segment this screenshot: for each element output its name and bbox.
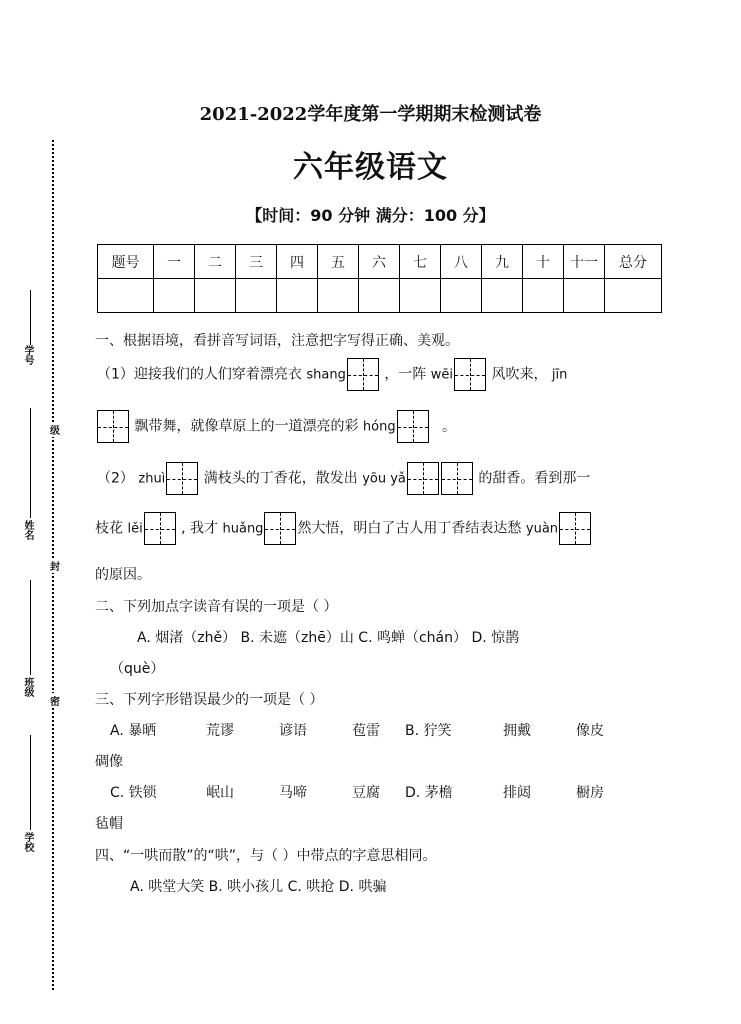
q2-options-wrap: （què） — [110, 661, 165, 677]
tianzige-box[interactable] — [97, 410, 129, 443]
score-header-cell: 二 — [195, 245, 236, 279]
q3-option-b-wrap: 碉像 — [95, 754, 123, 770]
q1-text: 然大悟，明白了古人用丁香结表达愁 — [297, 520, 522, 537]
tianzige-box[interactable] — [559, 512, 591, 545]
score-cell[interactable] — [236, 279, 277, 313]
tianzige-box[interactable] — [144, 512, 176, 545]
label-school: 学校 — [22, 832, 33, 852]
label-name: 姓名 — [22, 520, 33, 540]
q3-option-c-2: 岷山 — [206, 785, 234, 801]
q3-title: 三、下列字形错误最少的一项是（ ） — [95, 692, 324, 708]
score-header-cell: 十一 — [564, 245, 605, 279]
score-header-cell: 六 — [359, 245, 400, 279]
score-table-input-row — [98, 279, 662, 313]
score-cell[interactable] — [98, 279, 154, 313]
exam-title: 2021-2022学年度第一学期期末检测试卷 — [199, 104, 542, 125]
pinyin-huang: huǎng — [222, 521, 264, 537]
q1-text: （2） — [97, 470, 134, 487]
score-header-cell: 四 — [277, 245, 318, 279]
tianzige-box[interactable] — [454, 358, 486, 391]
seal-char-feng: 封 — [50, 558, 60, 573]
q3-option-d-3: 橱房 — [576, 785, 604, 801]
q1-text: （1）迎接我们的人们穿着漂亮衣 — [97, 366, 302, 383]
blank-line-class — [30, 580, 31, 675]
q3-option-d-wrap: 毡帽 — [95, 816, 123, 832]
pinyin-jin: jīn — [551, 367, 568, 383]
score-header-cell: 八 — [441, 245, 482, 279]
q1-text: 满枝头的丁香花，散发出 — [203, 470, 358, 487]
score-cell[interactable] — [318, 279, 359, 313]
pinyin-yuan: yuàn — [525, 521, 559, 537]
pinyin-hong: hóng — [362, 419, 396, 435]
pinyin-youya: yōu yǎ — [362, 471, 406, 487]
score-cell[interactable] — [605, 279, 662, 313]
score-header-cell: 一 — [154, 245, 195, 279]
q3-option-c-4: 豆腐 — [352, 785, 380, 801]
score-header-cell: 题号 — [98, 245, 154, 279]
q1-text: 枝花 — [95, 520, 123, 537]
q1-text: , 我才 — [181, 520, 219, 537]
score-cell[interactable] — [523, 279, 564, 313]
q2-options: A. 烟渚（zhě） B. 未遮（zhē）山 C. 鸣蝉（chán） D. 惊鹊 — [137, 630, 520, 646]
score-header-cell: 五 — [318, 245, 359, 279]
q1-line-3 — [97, 462, 590, 495]
q3-option-d-1: D. 茅檐 — [405, 785, 453, 801]
q2-title: 二、下列加点字读音有误的一项是（ ） — [95, 599, 338, 615]
q1-line-2 — [97, 410, 456, 443]
seal-char-mi: 密 — [50, 693, 60, 708]
q1-line-1 — [97, 358, 567, 391]
tianzige-box[interactable] — [397, 410, 429, 443]
blank-line-school — [30, 735, 31, 830]
tianzige-box[interactable] — [407, 462, 439, 495]
q3-option-b-2: 拥戴 — [503, 723, 531, 739]
q1-title: 一、根据语境，看拼音写词语，注意把字写得正确、美观。 — [95, 333, 459, 349]
score-table — [97, 244, 662, 313]
score-header-cell: 总分 — [605, 245, 662, 279]
q4-options: A. 哄堂大笑 B. 哄小孩儿 C. 哄抢 D. 哄骗 — [130, 879, 387, 895]
label-class: 班级 — [22, 677, 33, 697]
q1-text: 飘带舞，就像草原上的一道漂亮的彩 — [134, 418, 359, 435]
tianzige-box[interactable] — [264, 512, 296, 545]
score-cell[interactable] — [564, 279, 605, 313]
q3-option-a-2: 荒谬 — [206, 723, 234, 739]
q1-text: 。 — [442, 418, 457, 435]
pinyin-zhui: zhuì — [138, 471, 166, 487]
q1-line-5: 的原因。 — [95, 567, 151, 583]
score-cell[interactable] — [482, 279, 523, 313]
blank-line-name — [30, 408, 31, 518]
score-header-cell: 十 — [523, 245, 564, 279]
score-cell[interactable] — [154, 279, 195, 313]
pinyin-shang: shang — [306, 367, 346, 383]
score-header-cell: 三 — [236, 245, 277, 279]
q1-text: 的甜香。看到那一 — [478, 470, 591, 487]
tianzige-box[interactable] — [441, 462, 473, 495]
q3-option-a-4: 苞雷 — [352, 723, 380, 739]
score-cell[interactable] — [441, 279, 482, 313]
score-header-cell: 九 — [482, 245, 523, 279]
blank-line-student-id — [30, 290, 31, 345]
subject-title: 六年级语文 — [293, 150, 448, 185]
q3-option-a-3: 谚语 — [279, 723, 307, 739]
q1-line-4 — [95, 512, 592, 545]
pinyin-lei: lěi — [127, 521, 143, 537]
label-student-id: 学号 — [22, 345, 33, 365]
q3-option-a-1: A. 暴晒 — [110, 723, 157, 739]
q3-option-c-3: 马啼 — [279, 785, 307, 801]
score-cell[interactable] — [400, 279, 441, 313]
q4-title: 四、“一哄而散”的“哄”，与（ ）中带点的字意思相同。 — [95, 848, 437, 864]
q3-option-c-1: C. 铁锁 — [110, 785, 157, 801]
score-cell[interactable] — [195, 279, 236, 313]
q3-option-b-1: B. 狞笑 — [405, 723, 452, 739]
tianzige-box[interactable] — [347, 358, 379, 391]
q1-text: 风吹来， — [491, 366, 548, 383]
q3-option-b-3: 像皮 — [576, 723, 604, 739]
time-score-info: 【时间：90 分钟 满分：100 分】 — [246, 206, 495, 225]
q1-text: ，一阵 — [384, 366, 427, 383]
score-header-cell: 七 — [400, 245, 441, 279]
pinyin-wei: wēi — [430, 367, 454, 383]
score-cell[interactable] — [359, 279, 400, 313]
tianzige-box[interactable] — [166, 462, 198, 495]
score-table-header-row — [98, 245, 662, 279]
score-cell[interactable] — [277, 279, 318, 313]
seal-char-ji: 级 — [50, 422, 60, 437]
q3-option-d-2: 排闼 — [503, 785, 531, 801]
